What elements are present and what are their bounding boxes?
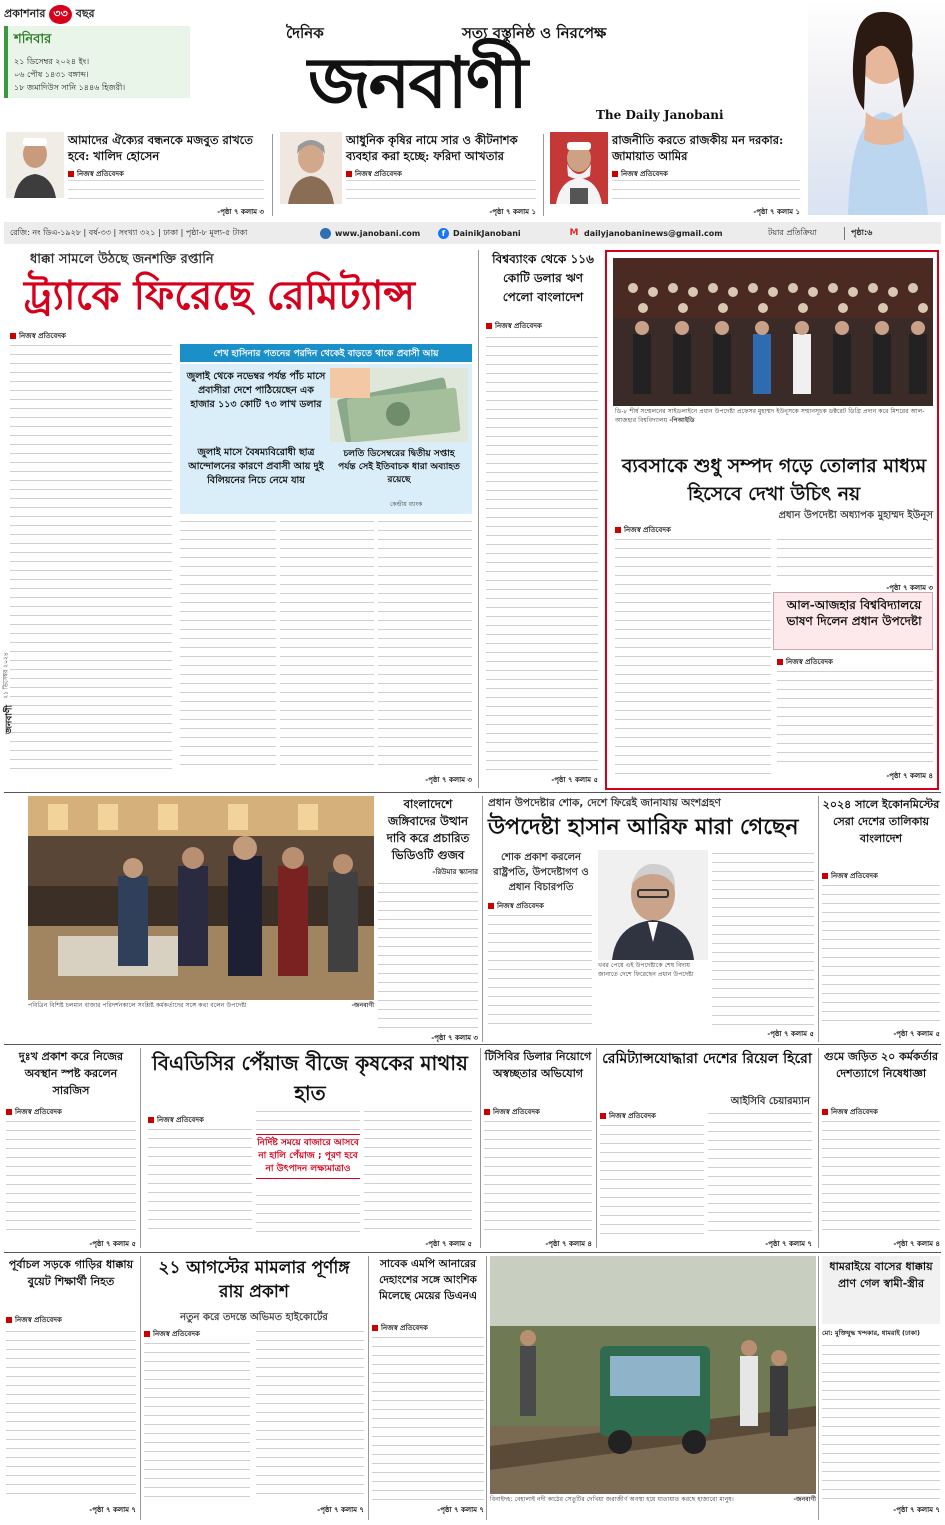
side-spine [0,652,15,822]
column-divider [480,1048,481,1248]
globe-icon [320,228,331,239]
badc-body-col2-bottom [256,1192,360,1234]
buet-headline: পূর্বাচল সড়কে গাড়ির ধাক্কায় বুয়েট শিক্ষার্থী নিহত [8,1258,134,1288]
tcb-story [484,1048,592,1248]
yunus-photo-caption: ডি-৮ শীর্ষ সম্মেলনের সাইডলাইনে প্রধান উপদেষ্টা প্রফেসর মুহাম্মদ ইউনূসকে সম্মানসূচক ডক্টরেট ডিগ্রি প্রদান করে মিশরের আল-আজহার বিশ্ববিদ্যালয় -পিআইডি [615,408,925,424]
column-divider [140,1048,141,1248]
bus-accident-continued[interactable]: -পৃষ্ঠা ৭ কলাম ৭ [893,1506,940,1514]
al-azhar-ceremony-photo [613,258,933,406]
spine-date: ২১ ডিসেম্বর ২০২৪ [2,652,10,699]
aug21-story [144,1256,364,1520]
facebook-link[interactable] [438,228,568,239]
column-divider [482,796,483,1042]
market-photo-caption: পবিত্রিন বিশিষ্ট চলমান বাজার পরিদর্শনকালে সংশ্লিষ্ট কর্মকর্তাদের সঙ্গে কথা বলেন উপদেষ্টা -জনবাণী [28,1002,374,1009]
section-label: টয়ার প্রতিক্রিয়া [768,227,817,237]
date-bangla: ০৬ পৌষ ১৪৩১ বঙ্গাব্দ। [14,70,89,79]
lead-story [8,250,474,790]
buet-body [6,1328,136,1500]
top-teaser-strip [0,130,808,222]
al-azhar-continued[interactable]: -পৃষ্ঠা ৭ কলাম ৪ [886,772,933,780]
column-divider [818,1048,819,1248]
teaser-card-2[interactable] [280,130,538,218]
lead-body-col2 [180,518,276,770]
lead-body-col1 [10,342,172,770]
hasan-arif-story [486,796,816,1042]
market-photo-credit: -জনবাণী [351,1002,374,1009]
bus-accident-body [822,1342,940,1500]
teaser-1-photo [6,132,64,198]
tcb-byline: নিজস্ব প্রতিবেদক [484,1106,540,1118]
economist-story [822,796,940,1042]
economist-byline: নিজস্ব প্রতিবেদক [822,870,878,882]
dateline-box [4,26,190,98]
anniversary-suffix: বছর [75,6,95,20]
tcb-headline: টিসিবির ডিলার নিয়োগে অস্বচ্ছতার অভিযোগ [484,1050,592,1080]
badc-body-col1 [148,1126,252,1234]
economist-headline: ২০২৪ সালে ইকোনমিস্টের সেরা দেশের তালিকায় বাংলাদেশ [822,798,940,845]
column-divider [368,1256,369,1520]
lead-pull-2: জুলাই মাসে বৈষম্যবিরোধী ছাত্র আন্দোলনের কারণে প্রবাসী আয় দুই বিলিয়নের নিচে নেমে যায় [188,447,324,486]
page-number: পৃষ্ঠা:৬ [844,227,904,240]
facebook-icon: f [438,228,449,239]
sarjis-byline: নিজস্ব প্রতিবেদক [6,1106,62,1118]
column-divider [478,250,479,788]
worldbank-continued[interactable]: -পৃষ্ঠা ৭ কলাম ৫ [551,776,598,784]
logo-text: জনবাণী [307,41,527,124]
teaser-card-1[interactable] [6,130,268,218]
teaser-3-continued[interactable]: -পৃষ্ঠা ৭ কলাম ১ [753,208,800,216]
lead-kicker: ধাক্কা সামলে উঠছে জনশক্তি রপ্তানি [30,252,214,267]
anniversary-badge [4,6,194,22]
bus-accident-headline: ধামরাইয়ে বাসের ধাক্কায় প্রাণ গেল স্বামী-স্ত্রীর [829,1260,933,1290]
yunus-headline: ব্যবসাকে শুধু সম্পদ গড়ে তোলার মাধ্যম হিসেবে দেখা উচিৎ নয় [621,455,927,505]
militancy-continued[interactable]: -পৃষ্ঠা ৭ কলাম ৩ [431,1034,478,1042]
teaser-2-photo [280,132,342,204]
hasan-arif-subhead: শোক প্রকাশ করলেন রাষ্ট্রপতি, উপদেষ্টাগণ ও প্রধান বিচারপতি [493,852,589,893]
lead-pull-3: চলতি ডিসেম্বরের দ্বিতীয় সপ্তাহ পর্যন্ত সেই ইতিবাচক ধারা অব্যাহত রয়েছে [338,449,460,485]
lead-headline: ট্র্যাকে ফিরেছে রেমিট্যান্স [24,272,415,319]
email-link[interactable] [568,228,758,238]
column-divider [486,1256,487,1520]
aug21-continued[interactable]: -পৃষ্ঠা ৭ কলাম ৭ [317,1506,364,1514]
teaser-3-byline: নিজস্ব প্রতিবেদক [612,168,668,180]
hasan-arif-body-col2 [712,850,814,1026]
hasan-arif-continued[interactable]: -পৃষ্ঠা ৭ কলাম ৫ [767,1030,814,1038]
badc-body-col2-top [256,1108,360,1132]
mp-dna-story [372,1256,484,1520]
date-hijri: ১৮ জমাদিউস সানি ১৪৪৬ হিজরী। [14,83,126,92]
daily-label: দৈনিক [286,24,324,42]
badc-body-col3 [364,1108,472,1234]
yunus-body-col2 [777,536,933,580]
anniversary-prefix: প্রকাশনার [4,6,46,20]
spine-logo: জনবাণী [4,704,15,735]
economist-body [822,882,940,1026]
website-link[interactable] [320,228,438,239]
yunus-continued[interactable]: -পৃষ্ঠা ৭ কলাম ৩ [886,584,933,592]
bus-accident-headline-box [822,1256,940,1324]
registration-info: রেজি: নং ডিএ-১৯২৮ | বর্ষ-৩৩ | সংখ্যা ৩২১ | ঢাকা | পৃষ্ঠা-৮ মূল্য-৫ টাকা [10,227,248,237]
remittance-heroes-body-col2 [708,1110,812,1234]
worldbank-body [486,334,598,770]
teaser-2-byline: নিজস্ব প্রতিবেদক [346,168,402,180]
al-azhar-title: আল-আজহার বিশ্ববিদ্যালয়ে ভাষণ দিলেন প্রধান উপদেষ্টা [786,598,922,628]
mp-dna-byline: নিজস্ব প্রতিবেদক [372,1322,428,1334]
aug21-headline: ২১ আগস্টের মামলার পূর্ণাঙ্গ রায় প্রকাশ [158,1258,350,1302]
column-divider [140,1256,141,1520]
bus-accident-story [822,1256,940,1520]
section-divider [4,1252,941,1253]
badc-headline: বিএডিসির পেঁয়াজ বীজে কৃষকের মাথায় হাত [152,1051,468,1105]
buet-continued[interactable]: -পৃষ্ঠা ৭ কলাম ৭ [89,1506,136,1514]
yunus-byline: নিজস্ব প্রতিবেদক [615,524,671,536]
tcb-continued[interactable]: -পৃষ্ঠা ৭ কলাম ৪ [545,1240,592,1248]
aug21-subhead: নতুন করে তদন্তে অভিমত হাইকোর্টের [180,1312,328,1323]
tagline: সত্য বস্তুনিষ্ঠ ও নিরপেক্ষ [462,24,607,42]
model-advert-photo [808,0,945,215]
badc-story [144,1048,476,1248]
website-text: www.janobani.com [335,228,421,238]
remittance-heroes-story [600,1048,814,1248]
bridge-photo-credit: -জনবাণী [793,1496,816,1503]
sarjis-story [6,1048,136,1248]
column-divider [596,1048,597,1248]
teaser-2-continued[interactable]: -পৃষ্ঠা ৭ কলাম ১ [489,208,536,216]
bridge-crossing-photo [490,1256,816,1494]
yunus-photo-credit: -পিআইডি [669,416,695,424]
teaser-card-3[interactable] [550,130,802,218]
disappearance-body [822,1118,940,1234]
worldbank-headline: বিশ্বব্যাংক থেকে ১১৬ কোটি ডলার ঋণ পেলো বাংলাদেশ [492,252,594,304]
teaser-divider [543,134,544,216]
disappearance-byline: নিজস্ব প্রতিবেদক [822,1106,878,1118]
lead-body-col4 [378,518,472,770]
teaser-1-continued[interactable]: -পৃষ্ঠা ৭ কলাম ৩ [217,208,264,216]
militancy-headline: বাংলাদেশে জঙ্গিবাদের উত্থান দাবি করে প্রচারিত ভিডিওটি গুজব [386,797,470,862]
lead-banner: শেখ হাসিনার পতনের পরদিন থেকেই বাড়তে থাকে প্রবাসী আয় [180,344,472,362]
hasan-arif-kicker: প্রধান উপদেষ্টার শোক, দেশে ফিরেই জানাযায় অংশগ্রহণ [488,797,721,809]
sarjis-continued[interactable]: -পৃষ্ঠা ৭ কলাম ৫ [89,1240,136,1248]
remittance-heroes-headline: রেমিট্যান্সযোদ্ধারা দেশের রিয়েল হিরো [602,1051,812,1067]
yunus-feature-box [605,250,939,790]
lead-photo-credit: কেন্দ্রীয় ব্যাংক [390,501,423,508]
market-inspection-photo [28,796,374,1000]
yunus-subhead: প্রধান উপদেষ্টা অধ্যাপক মুহাম্মদ ইউনূস [778,510,933,521]
yunus-body-col1 [615,536,771,782]
al-azhar-subbox [773,592,933,650]
militancy-body [378,880,478,1032]
aug21-body-col2 [256,1328,364,1500]
sarjis-body [6,1118,136,1234]
column-divider [818,796,819,1042]
teaser-divider [272,134,273,216]
worldbank-byline: নিজস্ব প্রতিবেদক [486,320,542,332]
mp-dna-continued[interactable]: -পৃষ্ঠা ৭ কলাম ৭ [437,1506,484,1514]
money-photo [330,368,468,442]
teaser-3-body [612,178,800,206]
hasan-arif-headline: উপদেষ্টা হাসান আরিফ মারা গেছেন [488,814,799,840]
english-name: The Daily Janobani [596,108,724,122]
teaser-1-body [68,178,264,206]
buet-story [6,1256,136,1520]
al-azhar-byline: নিজস্ব প্রতিবেদক [777,656,833,668]
militancy-source: -রিউমার স্ক্যানার [432,868,478,876]
model-figure-icon [808,0,945,215]
hasan-arif-portrait [598,850,708,960]
lead-pull-1: জুলাই থেকে নভেম্বর পর্যন্ত পাঁচ মাসে প্রবাসীরা দেশে পাঠিয়েছেন এক হাজার ১১৩ কোটি ৭৩ লাখ ডলার [186,371,326,410]
badc-byline: নিজস্ব প্রতিবেদক [148,1114,204,1126]
mp-dna-body [372,1334,484,1500]
al-azhar-body [777,668,933,768]
newspaper-logo [222,40,612,126]
teaser-1-title: আমাদের ঐক্যের বন্ধনকে মজবুত রাখতে হবে: খালিদ হোসেন [68,133,253,163]
section-divider [4,1044,941,1045]
section-divider [4,792,941,793]
facebook-text: DainikJanobani [453,228,521,238]
buet-byline: নিজস্ব প্রতিবেদক [6,1314,62,1326]
disappearance-story [822,1048,940,1248]
mp-dna-headline: সাবেক এমপি আনারের দেহাংশের সঙ্গে আংশিক মিলেছে মেয়ের ডিএনএ [378,1258,477,1302]
badc-continued[interactable]: -পৃষ্ঠা ৭ কলাম ৫ [425,1240,472,1248]
remittance-heroes-sub: আইসিবি চেয়ারম্যান [730,1096,810,1107]
remittance-heroes-body-col1 [600,1122,704,1234]
sarjis-headline: দুঃখ প্রকাশ করে নিজের অবস্থান স্পষ্ট করলেন সারজিস [18,1050,124,1097]
aug21-byline: নিজস্ব প্রতিবেদক [144,1328,200,1340]
lead-continued[interactable]: -পৃষ্ঠা ৭ কলাম ৩ [425,776,472,784]
lead-body-col3 [280,518,374,770]
anniversary-number: ৩৩ [49,5,71,24]
aug21-body-col1 [144,1340,250,1500]
disappearance-continued[interactable]: -পৃষ্ঠা ৭ কলাম ৪ [893,1240,940,1248]
teaser-3-photo [550,132,608,204]
info-bar [4,222,941,244]
column-divider [818,1256,819,1520]
masthead [0,0,945,135]
teaser-1-byline: নিজস্ব প্রতিবেদক [68,168,124,180]
mail-icon: M [569,228,579,238]
day-name: শনিবার [14,32,52,47]
badc-pull-quote: নির্দিষ্ট সময়ে বাজারে আসবে না হালি পেঁয়াজ ; পূরণ হবে না উৎপাদন লক্ষ্যমাত্রাও [256,1134,360,1179]
hasan-arif-body-col1 [488,912,592,1026]
teaser-3-title: রাজনীতি করতে রাজকীয় মন দরকার: জামায়াত আমির [612,133,784,163]
worldbank-story [482,250,602,790]
bridge-photo-caption: বিনাইদহ: বেহালাই নদী কাঠের সেতুটির দেখিয়া জরাজীর্ণ অবস্থা হয়ে যাতায়াত করছে হাজারো মানুষ। -জনবাণী [490,1496,816,1503]
bus-accident-byline: মো: মুক্তিযুদ্ধ খন্দকার, ধামরাই (ঢাকা) [822,1329,920,1337]
economist-continued[interactable]: -পৃষ্ঠা ৭ কলাম ৫ [893,1030,940,1038]
date-gregorian: ২১ ডিসেম্বর ২০২৪ ইং। [14,57,90,66]
hasan-arif-photo-caption: খবর পেয়ে এই উপদেষ্টাকে শেষ বিদায় জানাতে দেশে ফিরেছেন প্রধান উপদেষ্টা [598,962,694,978]
remittance-heroes-byline: নিজস্ব প্রতিবেদক [600,1110,656,1122]
teaser-2-title: আধুনিক কৃষির নামে সার ও কীটনাশক ব্যবহার করা হচ্ছে: ফরিদা আখতার [346,133,518,163]
remittance-heroes-continued[interactable]: -পৃষ্ঠা ৭ কলাম ৭ [765,1240,812,1248]
disappearance-headline: গুমে জড়িত ২০ কর্মকর্তার দেশত্যাগে নিষেধাজ্ঞা [823,1050,939,1080]
lead-byline: নিজস্ব প্রতিবেদক [10,330,66,342]
tcb-body [484,1118,592,1234]
lead-graphic-box [180,364,472,514]
teaser-2-body [346,178,536,206]
hasan-arif-byline: নিজস্ব প্রতিবেদক [488,900,544,912]
email-text: dailyjanobaninews@gmail.com [584,228,723,238]
